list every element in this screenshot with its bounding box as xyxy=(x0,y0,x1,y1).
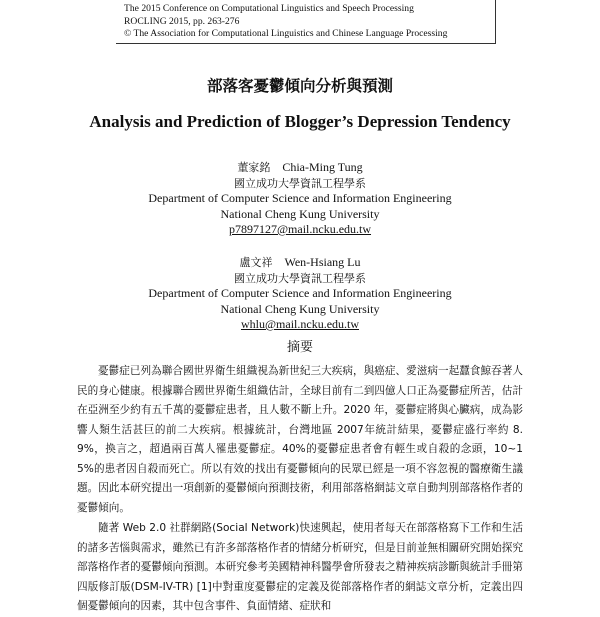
author-name-en: Wen-Hsiang Lu xyxy=(284,255,361,269)
copyright-line: © The Association for Computational Linguistics and Chinese Language Processing xyxy=(124,28,448,39)
author-email-link[interactable]: whlu@mail.ncku.edu.tw xyxy=(240,317,360,331)
author-block-1 xyxy=(0,160,600,238)
author-department: Department of Computer Science and Information Engineering xyxy=(148,191,452,205)
title-chinese: 部落客憂鬱傾向分析與預測 xyxy=(206,77,393,95)
author-affiliation-cn: 國立成功大學資訊工程學系 xyxy=(234,176,366,190)
author-email-link[interactable]: p7897127@mail.ncku.edu.tw xyxy=(228,222,372,236)
author-name-en: Chia-Ming Tung xyxy=(282,160,363,174)
author-name-cn: 盧文祥 xyxy=(239,256,273,269)
proceedings-line: ROCLING 2015, pp. 263-276 xyxy=(124,15,240,27)
author-block-2 xyxy=(0,255,600,333)
conference-header xyxy=(116,0,496,44)
author-department: Department of Computer Science and Information Engineering xyxy=(148,286,452,300)
author-name-cn: 董家銘 xyxy=(237,161,271,174)
conference-line: The 2015 Conference on Computational Linguistics and Speech Processing xyxy=(124,3,414,14)
abstract-paragraph-2: 隨著 Web 2.0 社群網路(Social Network)快速興起，使用者每天在部落格寫下工作和生活的諸多苦惱與需求，雖然已有許多部落格作者的情緒分析研究，但是目前並無相關研究開始探究部落格作者的憂鬱傾向預測。本研究參考美國精神科醫學會所發表之精神疾病診斷與統計手冊第四版修訂版(DSM-IV-TR) [1]中對重度憂鬱症的定義及從部落格作者的網誌文章分析，定義出四個憂鬱傾向的因素，其中包含事件、負面情緒、症狀和 xyxy=(77,522,523,612)
title-english: Analysis and Prediction of Blogger’s Depression Tendency xyxy=(89,112,511,131)
abstract-heading: 摘要 xyxy=(286,340,313,355)
abstract-paragraph-1: 憂鬱症已列為聯合國世界衛生組織視為新世紀三大疾病，與癌症、愛滋病一起蠶食鯨吞著人民的身心健康。根據聯合國世界衛生組織估計，全球目前有二到四億人口正為憂鬱症所苦，估計在亞洲至少約有五千萬的憂鬱症患者，且人數不斷上升。2020 年，憂鬱症將與心臟病，成為影響人類生活甚巨的前二大疾病。根據統計，台灣地區 2007年統計結果，憂鬱症盛行率約 8.9%，換言之，超過兩百萬人罹患憂鬱症。40%的憂鬱症患者會有輕生或自殺的念頭，10~15%的患者因自殺而死亡。所以有效的找出有憂鬱傾向的民眾已經是一項不容忽視的醫療衛生議題。因此本研究提出一項創新的憂鬱傾向預測技術，利用部落格網誌文章自動判別部落格作者的憂鬱傾向。 xyxy=(77,365,523,514)
author-affiliation-cn: 國立成功大學資訊工程學系 xyxy=(234,271,366,285)
author-university: National Cheng Kung University xyxy=(220,206,380,221)
author-university: National Cheng Kung University xyxy=(220,301,380,316)
